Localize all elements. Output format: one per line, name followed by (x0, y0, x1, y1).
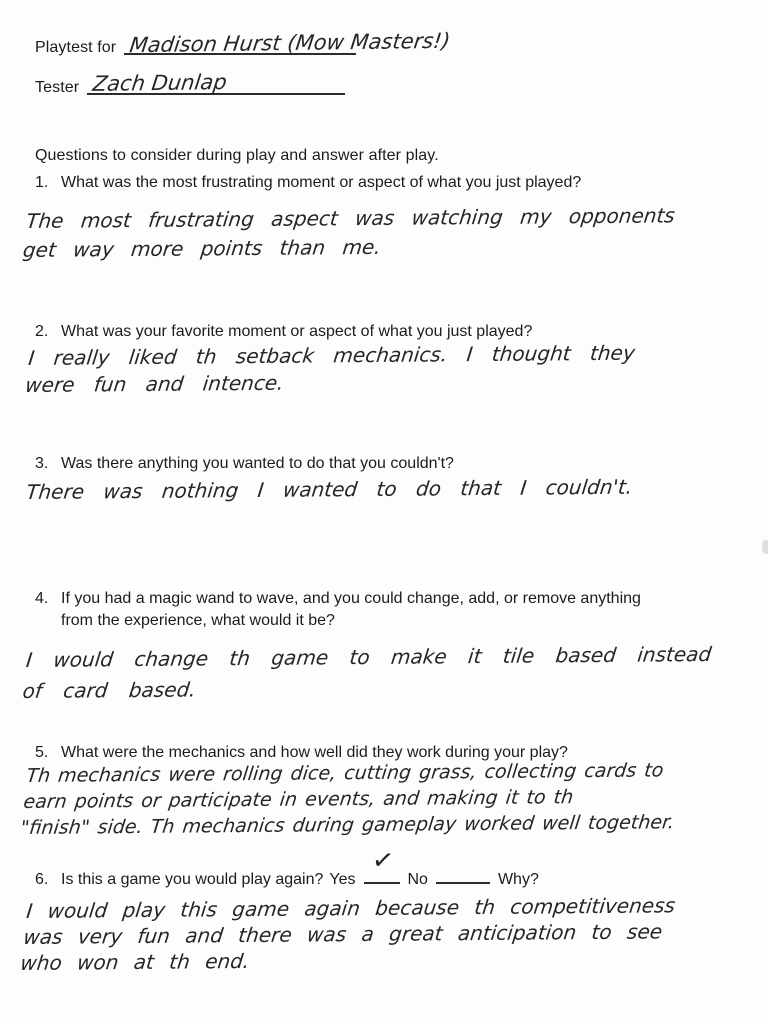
question-4 (35, 588, 661, 632)
answer-6-line-3: who won at th end. (19, 949, 251, 975)
answer-5 (19, 757, 682, 841)
answer-6 (19, 892, 677, 976)
answer-4 (21, 639, 713, 707)
answer-5-line-3: "finish" side. Th mechanics during gameplay worked well together. (19, 811, 676, 839)
tester-name-field (87, 70, 345, 96)
question-2 (35, 321, 532, 343)
answer-4-line-1: I would change th game to make it tile based instead (24, 642, 713, 672)
answer-3 (25, 473, 634, 507)
no-label: No (407, 871, 428, 888)
yes-checkmark: ✓ (369, 844, 396, 878)
yes-blank (364, 844, 400, 884)
tester-label: Tester (35, 79, 80, 96)
intro-text: Questions to consider during play and answer after play. (35, 147, 439, 164)
question-1-text: What was the most frustrating moment or aspect of what you just played? (61, 174, 582, 191)
question-6-number: 6. (35, 871, 49, 888)
question-5-number: 5. (35, 744, 49, 761)
playtest-for-label: Playtest for (35, 39, 117, 56)
answer-5-line-2: earn points or participate in events, and making it to th (22, 786, 575, 813)
answer-2 (24, 340, 637, 399)
question-4-text: If you had a magic wand to wave, and you could change, add, or remove anything from the experience, what would it be? (61, 590, 641, 629)
answer-4-line-2: of card based. (21, 677, 198, 703)
why-label: Why? (497, 871, 539, 888)
answer-5-line-1: Th mechanics were rolling dice, cutting grass, collecting cards to (25, 759, 665, 787)
yes-label: Yes (329, 871, 356, 888)
tester-row (35, 70, 345, 97)
answer-2-line-2: were fun and intence. (24, 370, 286, 397)
question-2-number: 2. (35, 323, 49, 340)
question-5-text: What were the mechanics and how well did they work during your play? (61, 744, 568, 761)
answer-1-line-2: get way more points than me. (21, 234, 383, 262)
question-6 (35, 844, 545, 889)
answer-2-line-1: I really liked th setback mechanics. I thought they (27, 340, 637, 370)
answer-1 (21, 201, 676, 265)
answer-3-line-1: There was nothing I wanted to do that I couldn't. (25, 474, 634, 504)
question-1-number: 1. (35, 174, 49, 191)
question-4-number: 4. (35, 590, 49, 607)
question-3-number: 3. (35, 455, 49, 472)
answer-1-line-1: The most frustrating aspect was watching my opponents (25, 203, 677, 233)
question-3-text: Was there anything you wanted to do that you couldn't? (61, 455, 454, 472)
answer-6-line-2: was very fun and there was a great anticipation to see (22, 919, 664, 949)
scan-artifact (762, 540, 768, 554)
playtest-name-field (124, 28, 452, 58)
no-blank (436, 868, 490, 884)
question-1 (35, 172, 581, 194)
tester-name-handwriting: Zach Dunlap (91, 70, 229, 96)
question-2-text: What was your favorite moment or aspect of what you just played? (61, 323, 533, 340)
playtest-for-row (35, 28, 452, 58)
question-6-text: Is this a game you would play again? (61, 871, 324, 888)
playtest-name-handwriting: Madison Hurst (Mow Masters!) (128, 28, 452, 58)
answer-6-line-1: I would play this game again because th competitiveness (25, 893, 677, 923)
question-3 (35, 453, 454, 475)
